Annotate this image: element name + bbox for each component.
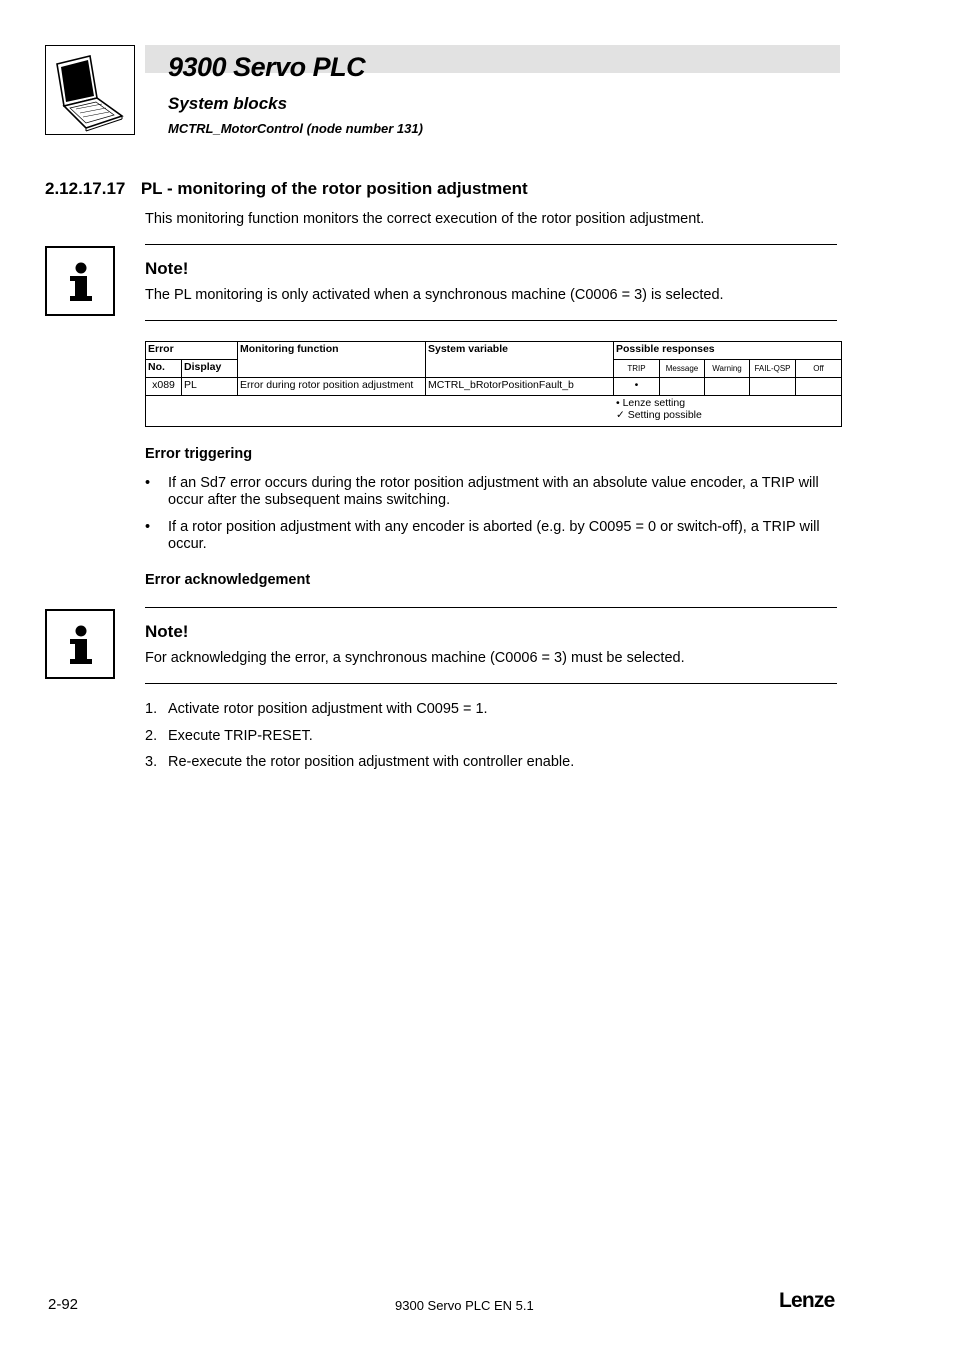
step-text: Execute TRIP-RESET. [168, 728, 313, 744]
error-acknowledgement-heading: Error acknowledgement [145, 572, 311, 588]
divider [145, 607, 837, 608]
divider [145, 683, 837, 684]
note-heading: Note! [145, 622, 189, 641]
table-legend [146, 396, 842, 427]
brand-logo: Lenze [779, 1289, 835, 1312]
step-number: 2. [145, 728, 158, 744]
table-row [146, 378, 842, 396]
document-subtitle: System blocks [168, 94, 288, 113]
header-error: Error [146, 342, 238, 360]
divider [145, 244, 837, 245]
step-number: 1. [145, 701, 158, 717]
cell-message [660, 378, 705, 396]
legend-setting-possible: ✓ Setting possible [616, 409, 702, 421]
header-off: Off [796, 360, 842, 378]
cell-warning [705, 378, 750, 396]
section-number: 2.12.17.17 [45, 179, 126, 198]
info-icon [45, 246, 115, 316]
list-item: If a rotor position adjustment with any encoder is aborted (e.g. by C0095 = 0 or switch-off), a TRIP will occur. [168, 519, 820, 552]
error-triggering-heading: Error triggering [145, 446, 253, 462]
cell-monitoring-function: Error during rotor position adjustment [238, 378, 426, 396]
cell-trip: • [614, 378, 660, 396]
cell-error-no: x089 [146, 378, 182, 396]
page-number: 2-92 [48, 1296, 79, 1313]
table-header-row [146, 342, 842, 360]
cell-display: PL [182, 378, 238, 396]
header-no: No. [146, 360, 182, 378]
header-monitoring-function: Monitoring function [238, 342, 426, 378]
step-text: Activate rotor position adjustment with C0095 = 1. [168, 701, 488, 717]
step-text: Re-execute the rotor position adjustment with controller enable. [168, 754, 575, 770]
step-number: 3. [145, 754, 158, 770]
header-system-variable: System variable [426, 342, 614, 378]
header-possible-responses: Possible responses [614, 342, 842, 360]
cell-system-variable: MCTRL_bRotorPositionFault_b [426, 378, 614, 396]
bullet-icon: • [145, 519, 151, 535]
note-heading: Note! [145, 259, 189, 278]
list-item: If an Sd7 error occurs during the rotor position adjustment with an absolute value encoder, a TRIP will occur after the subsequent mains switching. [168, 475, 819, 508]
note-text: The PL monitoring is only activated when a synchronous machine (C0006 = 3) is selected. [145, 287, 724, 303]
legend-lenze-setting: • Lenze setting [616, 397, 686, 409]
cell-fail-qsp [750, 378, 796, 396]
laptop-icon [46, 46, 134, 134]
document-title: 9300 Servo PLC [168, 52, 366, 82]
header-display: Display [182, 360, 238, 378]
error-table [145, 341, 842, 427]
header-warning: Warning [705, 360, 750, 378]
section-title: PL - monitoring of the rotor position adjustment [140, 179, 528, 198]
note-text: For acknowledging the error, a synchronous machine (C0006 = 3) must be selected. [145, 650, 685, 666]
header-fail-qsp: FAIL-QSP [750, 360, 796, 378]
divider [145, 320, 837, 321]
header-message: Message [660, 360, 705, 378]
info-icon [45, 609, 115, 679]
footer-document-id: 9300 Servo PLC EN 5.1 [395, 1298, 534, 1313]
bullet-icon: • [145, 475, 151, 491]
document-subsubtitle: MCTRL_MotorControl (node number 131) [168, 121, 423, 136]
section-heading [45, 179, 528, 199]
table-legend-row [146, 396, 842, 427]
section-intro: This monitoring function monitors the correct execution of the rotor position adjustment. [145, 211, 705, 227]
header-trip: TRIP [614, 360, 660, 378]
cell-off [796, 378, 842, 396]
document-logo [45, 45, 135, 135]
